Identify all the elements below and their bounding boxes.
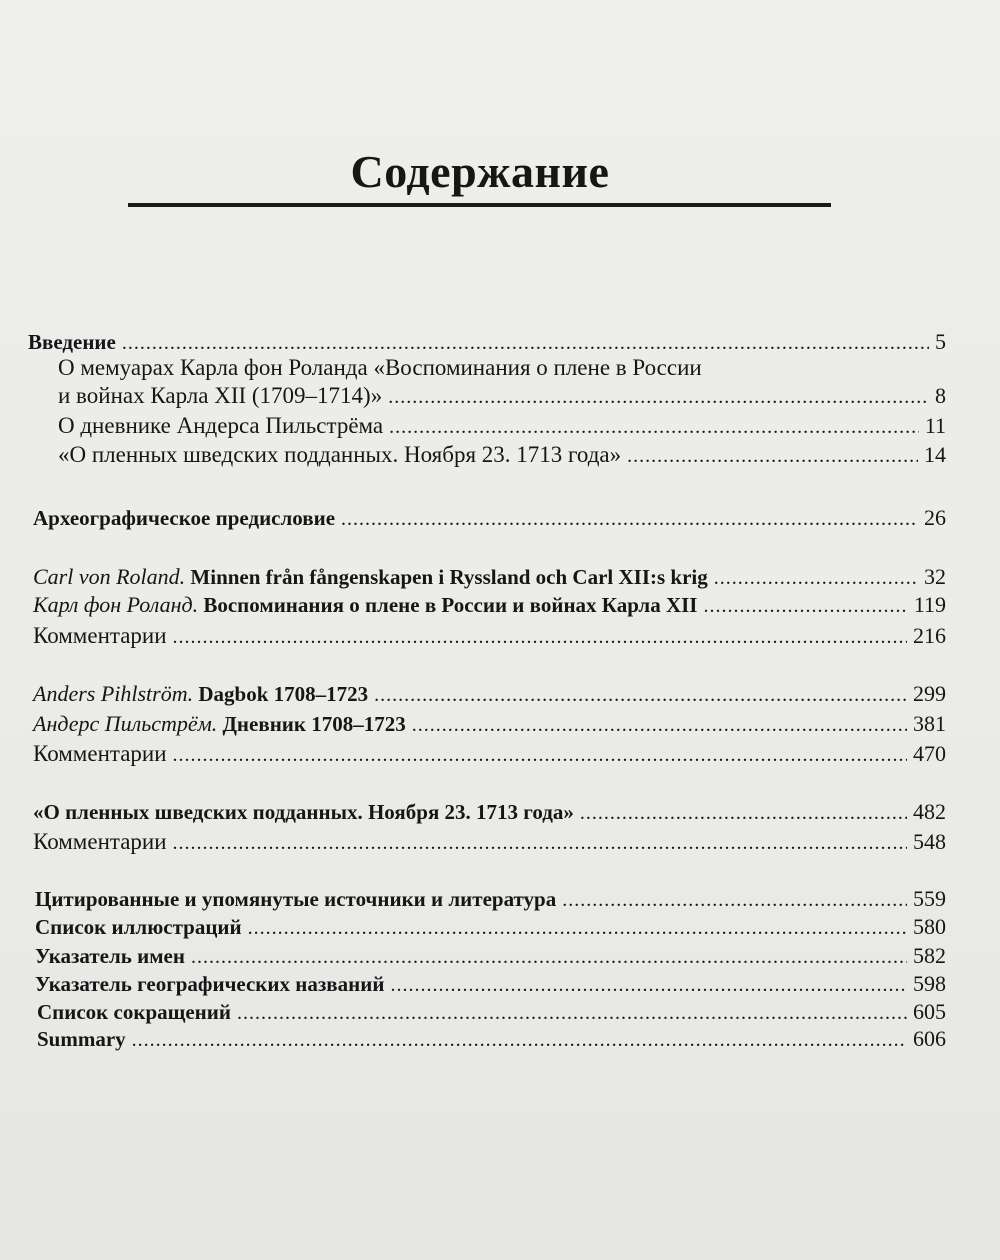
- toc-entry-author: Carl von Roland.: [33, 564, 186, 589]
- toc-entry-label: Указатель географических названий: [35, 972, 385, 996]
- toc-page-number: 559: [913, 886, 946, 911]
- toc-entry-title: Воспоминания о плене в России и войнах Карла XII: [203, 593, 698, 617]
- toc-page-number: 26: [924, 505, 946, 530]
- dot-leader: [703, 591, 907, 621]
- toc-entry-summary[interactable]: [37, 1024, 946, 1055]
- toc-page-number: 482: [913, 799, 946, 824]
- dot-leader: [173, 828, 907, 858]
- toc-page-number: 299: [913, 681, 946, 706]
- dot-leader: [173, 740, 907, 770]
- toc-entry-captives-about[interactable]: [58, 440, 946, 471]
- toc-entry-label: [33, 679, 368, 709]
- title-underline: [128, 203, 831, 207]
- toc-entry-author: Карл фон Роланд.: [33, 592, 199, 617]
- toc-page-number: 32: [924, 564, 946, 589]
- toc-entry-label: Комментарии: [33, 829, 167, 854]
- dot-leader: [248, 913, 907, 943]
- toc-entry-label: Summary: [37, 1027, 126, 1051]
- dot-leader: [132, 1025, 907, 1055]
- toc-entry-memoir[interactable]: [58, 381, 946, 412]
- dot-leader: [390, 970, 907, 1000]
- toc-entry-sources[interactable]: [35, 884, 946, 915]
- toc-entry-label: [33, 590, 697, 620]
- toc-entry-label: Археографическое предисловие: [33, 506, 336, 530]
- toc-page-number: 5: [935, 329, 946, 354]
- toc-entry-label: Цитированные и упомянутые источники и литература: [35, 887, 557, 911]
- dot-leader: [412, 710, 907, 740]
- toc-entry-label: Введение: [28, 330, 116, 354]
- toc-entry-geo-index[interactable]: [35, 969, 946, 1000]
- dot-leader: [341, 504, 918, 534]
- toc-page-number: 598: [913, 971, 946, 996]
- toc-entry-archeo-preface[interactable]: [33, 503, 946, 534]
- toc-entry-comments-1[interactable]: [33, 621, 946, 652]
- toc-page-number: 381: [913, 711, 946, 736]
- dot-leader: [580, 798, 907, 828]
- toc-entry-title: Minnen från fångenskapen i Ryssland och Carl XII:s krig: [190, 565, 708, 589]
- dot-leader: [562, 885, 907, 915]
- dot-leader: [173, 622, 907, 652]
- toc-page-number: 470: [913, 741, 946, 766]
- toc-entry-title: Дневник 1708–1723: [222, 712, 406, 736]
- toc-entry-label: [33, 562, 708, 592]
- toc-entry-roland-ru[interactable]: [33, 590, 946, 621]
- page-title: Содержание: [350, 146, 610, 197]
- toc-entry-comments-2[interactable]: [33, 739, 946, 770]
- toc-entry-author: Андерс Пильстрём.: [33, 711, 218, 736]
- dot-leader: [627, 441, 918, 471]
- dot-leader: [389, 412, 919, 442]
- toc-entry-memoir-line1[interactable]: О мемуарах Карла фон Роланда «Воспоминания о плене в России: [58, 355, 702, 380]
- toc-entry-label: Комментарии: [33, 741, 167, 766]
- toc-entry-label: Комментарии: [33, 623, 167, 648]
- toc-entry-label: и войнах Карла XII (1709–1714)»: [58, 383, 383, 408]
- toc-page-number: 8: [935, 383, 946, 408]
- toc-page-number: 582: [913, 943, 946, 968]
- toc-entry-author: Anders Pihlström.: [33, 681, 194, 706]
- toc-entry-label: Указатель имен: [35, 944, 185, 968]
- toc-entry-label: Список сокращений: [37, 1000, 231, 1024]
- toc-page-number: 605: [913, 999, 946, 1024]
- toc-entry-roland-sv[interactable]: [33, 562, 946, 593]
- toc-page-number: 580: [913, 914, 946, 939]
- toc-entry-pihlstrom-sv[interactable]: [33, 679, 946, 710]
- toc-entry-label: «О пленных шведских подданных. Ноября 23. 1713 года»: [33, 800, 574, 824]
- toc-entry-comments-3[interactable]: [33, 827, 946, 858]
- dot-leader: [714, 563, 918, 593]
- dot-leader: [191, 942, 907, 972]
- toc-page-number: 606: [913, 1026, 946, 1051]
- toc-page-number: 14: [924, 442, 946, 467]
- dot-leader: [388, 382, 929, 412]
- toc-page-number: 119: [913, 592, 946, 617]
- toc-entry-label: «О пленных шведских подданных. Ноября 23. 1713 года»: [58, 442, 622, 467]
- toc-entry-captives-doc[interactable]: [33, 797, 946, 828]
- toc-entry-label: О дневнике Андерса Пильстрёма: [58, 413, 384, 438]
- toc-entry-names-index[interactable]: [35, 941, 946, 972]
- toc-entry-title: Dagbok 1708–1723: [198, 682, 369, 706]
- toc-page-number: 216: [913, 623, 946, 648]
- dot-leader: [374, 680, 907, 710]
- toc-page-number: 548: [913, 829, 946, 854]
- toc-page-number: 11: [924, 413, 946, 438]
- toc-entry-label: [33, 709, 406, 739]
- toc-entry-illustrations[interactable]: [35, 912, 946, 943]
- toc-entry-diary-about[interactable]: [58, 411, 946, 442]
- toc-entry-pihlstrom-ru[interactable]: [33, 709, 946, 740]
- toc-entry-label: Список иллюстраций: [35, 915, 242, 939]
